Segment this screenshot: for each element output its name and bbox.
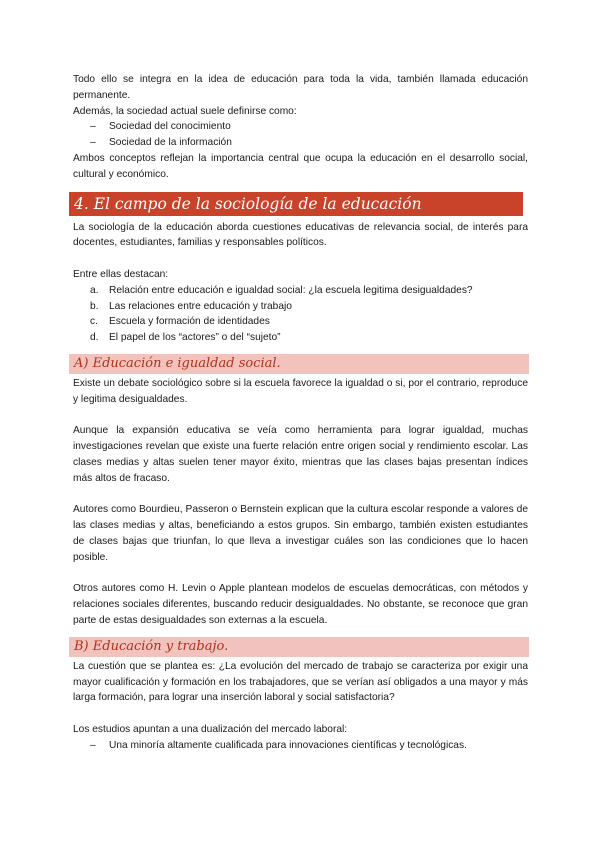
list-item — [73, 314, 528, 330]
dash-marker: – — [90, 739, 96, 751]
list-item — [73, 283, 528, 299]
list-marker: a. — [90, 284, 99, 296]
spacer — [73, 706, 528, 722]
intro-paragraph-3: Ambos conceptos reflejan la importancia central que ocupa la educación en el desarrollo social, cultural y económico. — [73, 152, 528, 180]
spacer — [73, 251, 528, 267]
section-a-paragraph-3: Autores como Bourdieu, Passeron o Bernstein explican que la cultura escolar responde a valores de las clases medias y altas, beneficiando a estos grupos. Sin embargo, también existen estudiantes de clases bajas que triunfan, lo que lleva a investigar cuáles son las condiciones que lo hacen posible. — [73, 504, 528, 563]
section-4-list — [73, 283, 528, 346]
section-a-paragraph-2: Aunque la expansión educativa se veía como herramienta para lograr igualdad, muchas investigaciones revelan que existe una fuerte relación entre origen social y rendimiento escolar. Las clases medias y altas suelen tener mayor éxito, mientras que las clases bajas presentan índices más altos de fracaso. — [73, 425, 528, 484]
list-marker: b. — [90, 300, 99, 312]
list-item-text: Las relaciones entre educación y trabajo — [109, 300, 292, 312]
list-item — [73, 135, 528, 151]
section-4-paragraph-2: Entre ellas destacan: — [73, 268, 169, 280]
section-b-paragraph-2: Los estudios apuntan a una dualización del mercado laboral: — [73, 723, 348, 735]
list-item-text: Relación entre educación e igualdad social: ¿la escuela legitima desigualdades? — [109, 284, 473, 296]
list-item — [73, 738, 528, 754]
section-a-paragraph-1: Existe un debate sociológico sobre si la escuela favorece la igualdad o si, por el contrario, reproduce y legitima desigualdades. — [73, 377, 528, 405]
list-item-text: Escuela y formación de identidades — [109, 316, 270, 328]
list-marker: d. — [90, 332, 99, 344]
list-item — [73, 330, 528, 346]
list-item — [73, 119, 528, 135]
page-content — [73, 72, 528, 753]
section-4-heading: 4. El campo de la sociología de la educación — [69, 192, 523, 216]
dash-marker: – — [90, 137, 96, 149]
spacer — [73, 408, 528, 424]
section-a-paragraph-4: Otros autores como H. Levin o Apple plantean modelos de escuelas democráticas, con métodos y relaciones sociales diferentes, buscando reducir desigualdades. No obstante, se reconoce que gran parte de estas desigualdades son externas a la escuela. — [73, 583, 528, 626]
section-b-paragraph-1: La cuestión que se plantea es: ¿La evolución del mercado de trabajo se caracteriza por exigir una mayor cualificación y formación en los trabajadores, que se verían así obligados a una mayor y más larga formación, para lograr una inserción laboral y social satisfactoria? — [73, 660, 528, 704]
section-a-heading: A) Educación e igualdad social. — [69, 354, 529, 374]
list-item-text: Una minoría altamente cualificada para innovaciones científicas y tecnológicas. — [109, 739, 467, 751]
section-b-list — [73, 738, 528, 754]
section-4-paragraph-1: La sociología de la educación aborda cuestiones educativas de relevancia social, de interés para docentes, estudiantes, familias y responsables políticos. — [73, 221, 528, 249]
intro-paragraph-2: Además, la sociedad actual suele definirse como: — [73, 105, 297, 117]
list-item-text: Sociedad de la información — [109, 137, 232, 149]
spacer — [73, 487, 528, 503]
list-item-text: El papel de los “actores” o del “sujeto” — [109, 332, 281, 344]
dash-marker: – — [90, 121, 96, 133]
list-marker: c. — [90, 316, 98, 328]
list-item — [73, 299, 528, 315]
intro-paragraph-1: Todo ello se integra en la idea de educación para toda la vida, también llamada educación permanente. — [73, 74, 528, 101]
spacer — [73, 566, 528, 582]
list-item-text: Sociedad del conocimiento — [109, 121, 231, 133]
section-b-heading: B) Educación y trabajo. — [69, 637, 529, 657]
intro-list — [73, 119, 528, 151]
